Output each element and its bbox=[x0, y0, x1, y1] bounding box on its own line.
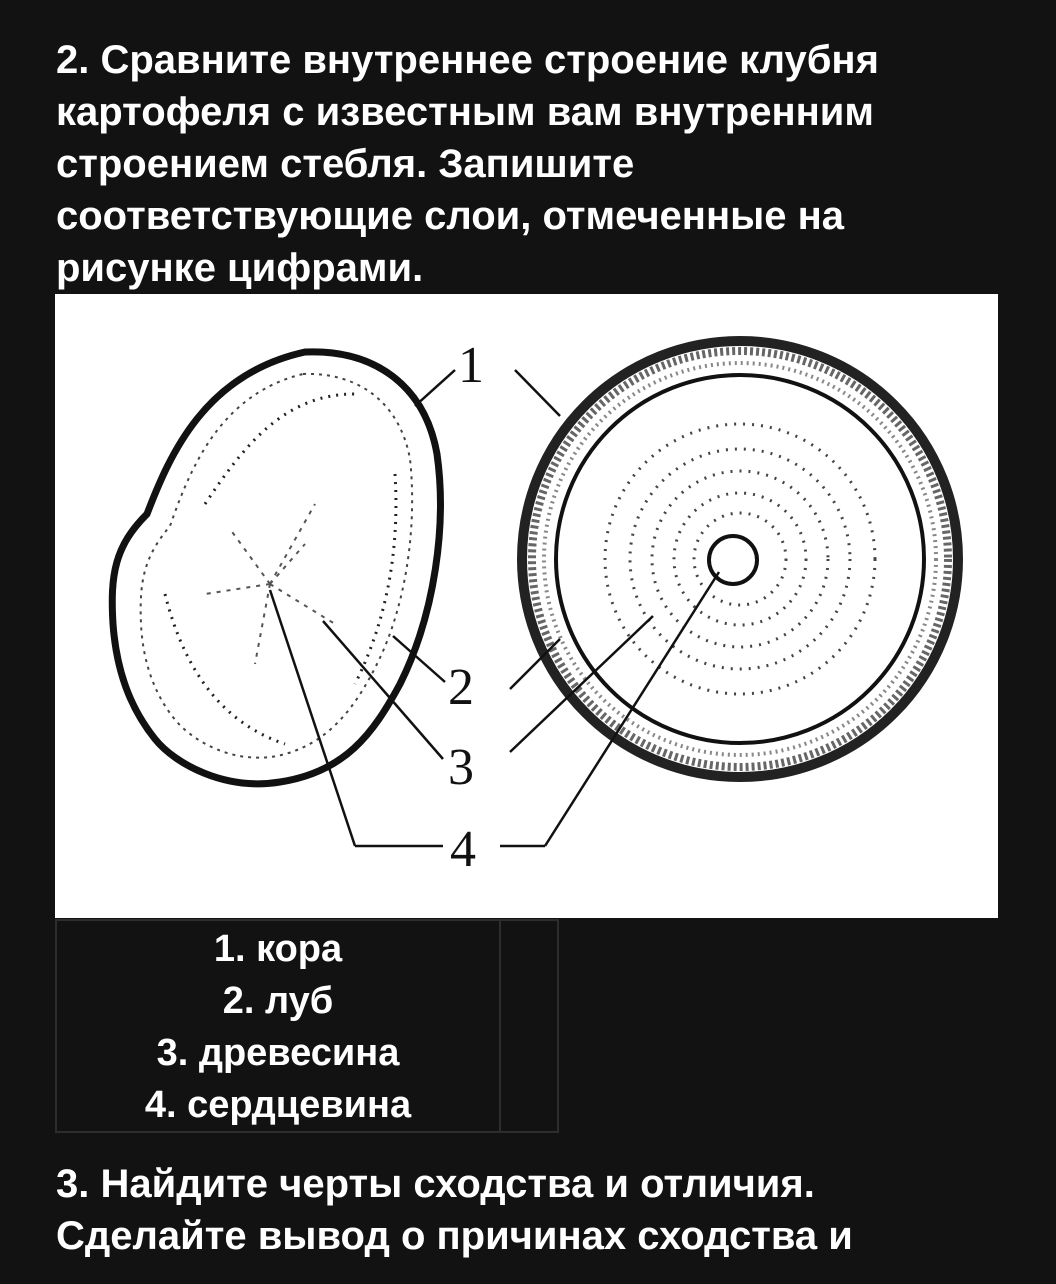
answer-item: 2. луб bbox=[222, 980, 334, 1022]
figure-label-4: 4 bbox=[450, 821, 476, 878]
answer-item: 1. кора bbox=[213, 928, 343, 970]
figure-label-2: 2 bbox=[448, 659, 474, 716]
answer-cell bbox=[56, 920, 500, 1132]
answer-item: 4. сердцевина bbox=[144, 1084, 412, 1126]
question-2-line: строением стебля. Запишите bbox=[56, 142, 635, 186]
figure-label-3: 3 bbox=[448, 739, 474, 796]
figure-label-1: 1 bbox=[458, 337, 484, 394]
question-3-line: Сделайте вывод о причинах сходства и bbox=[56, 1214, 853, 1258]
question-2-line: 2. Сравните внутреннее строение клубня bbox=[56, 38, 879, 82]
potato-stem-cross-section-figure bbox=[55, 294, 998, 918]
potato-tuber-section bbox=[112, 352, 440, 784]
empty-table-cell bbox=[500, 920, 558, 1132]
question-2-line: картофеля с известным вам внутренним bbox=[56, 90, 874, 134]
leader-lines bbox=[270, 370, 719, 846]
answer-table bbox=[55, 919, 559, 1133]
answer-item: 3. древесина bbox=[156, 1032, 400, 1074]
question-3-line: 3. Найдите черты сходства и отличия. bbox=[56, 1162, 815, 1206]
question-2-line: соответствующие слои, отмеченные на bbox=[56, 194, 845, 238]
question-2-line: рисунке цифрами. bbox=[56, 246, 424, 290]
question-2-text bbox=[56, 34, 1016, 294]
figure-drawing bbox=[55, 294, 998, 918]
question-3-text bbox=[56, 1158, 1016, 1262]
stem-cross-section bbox=[522, 341, 958, 777]
